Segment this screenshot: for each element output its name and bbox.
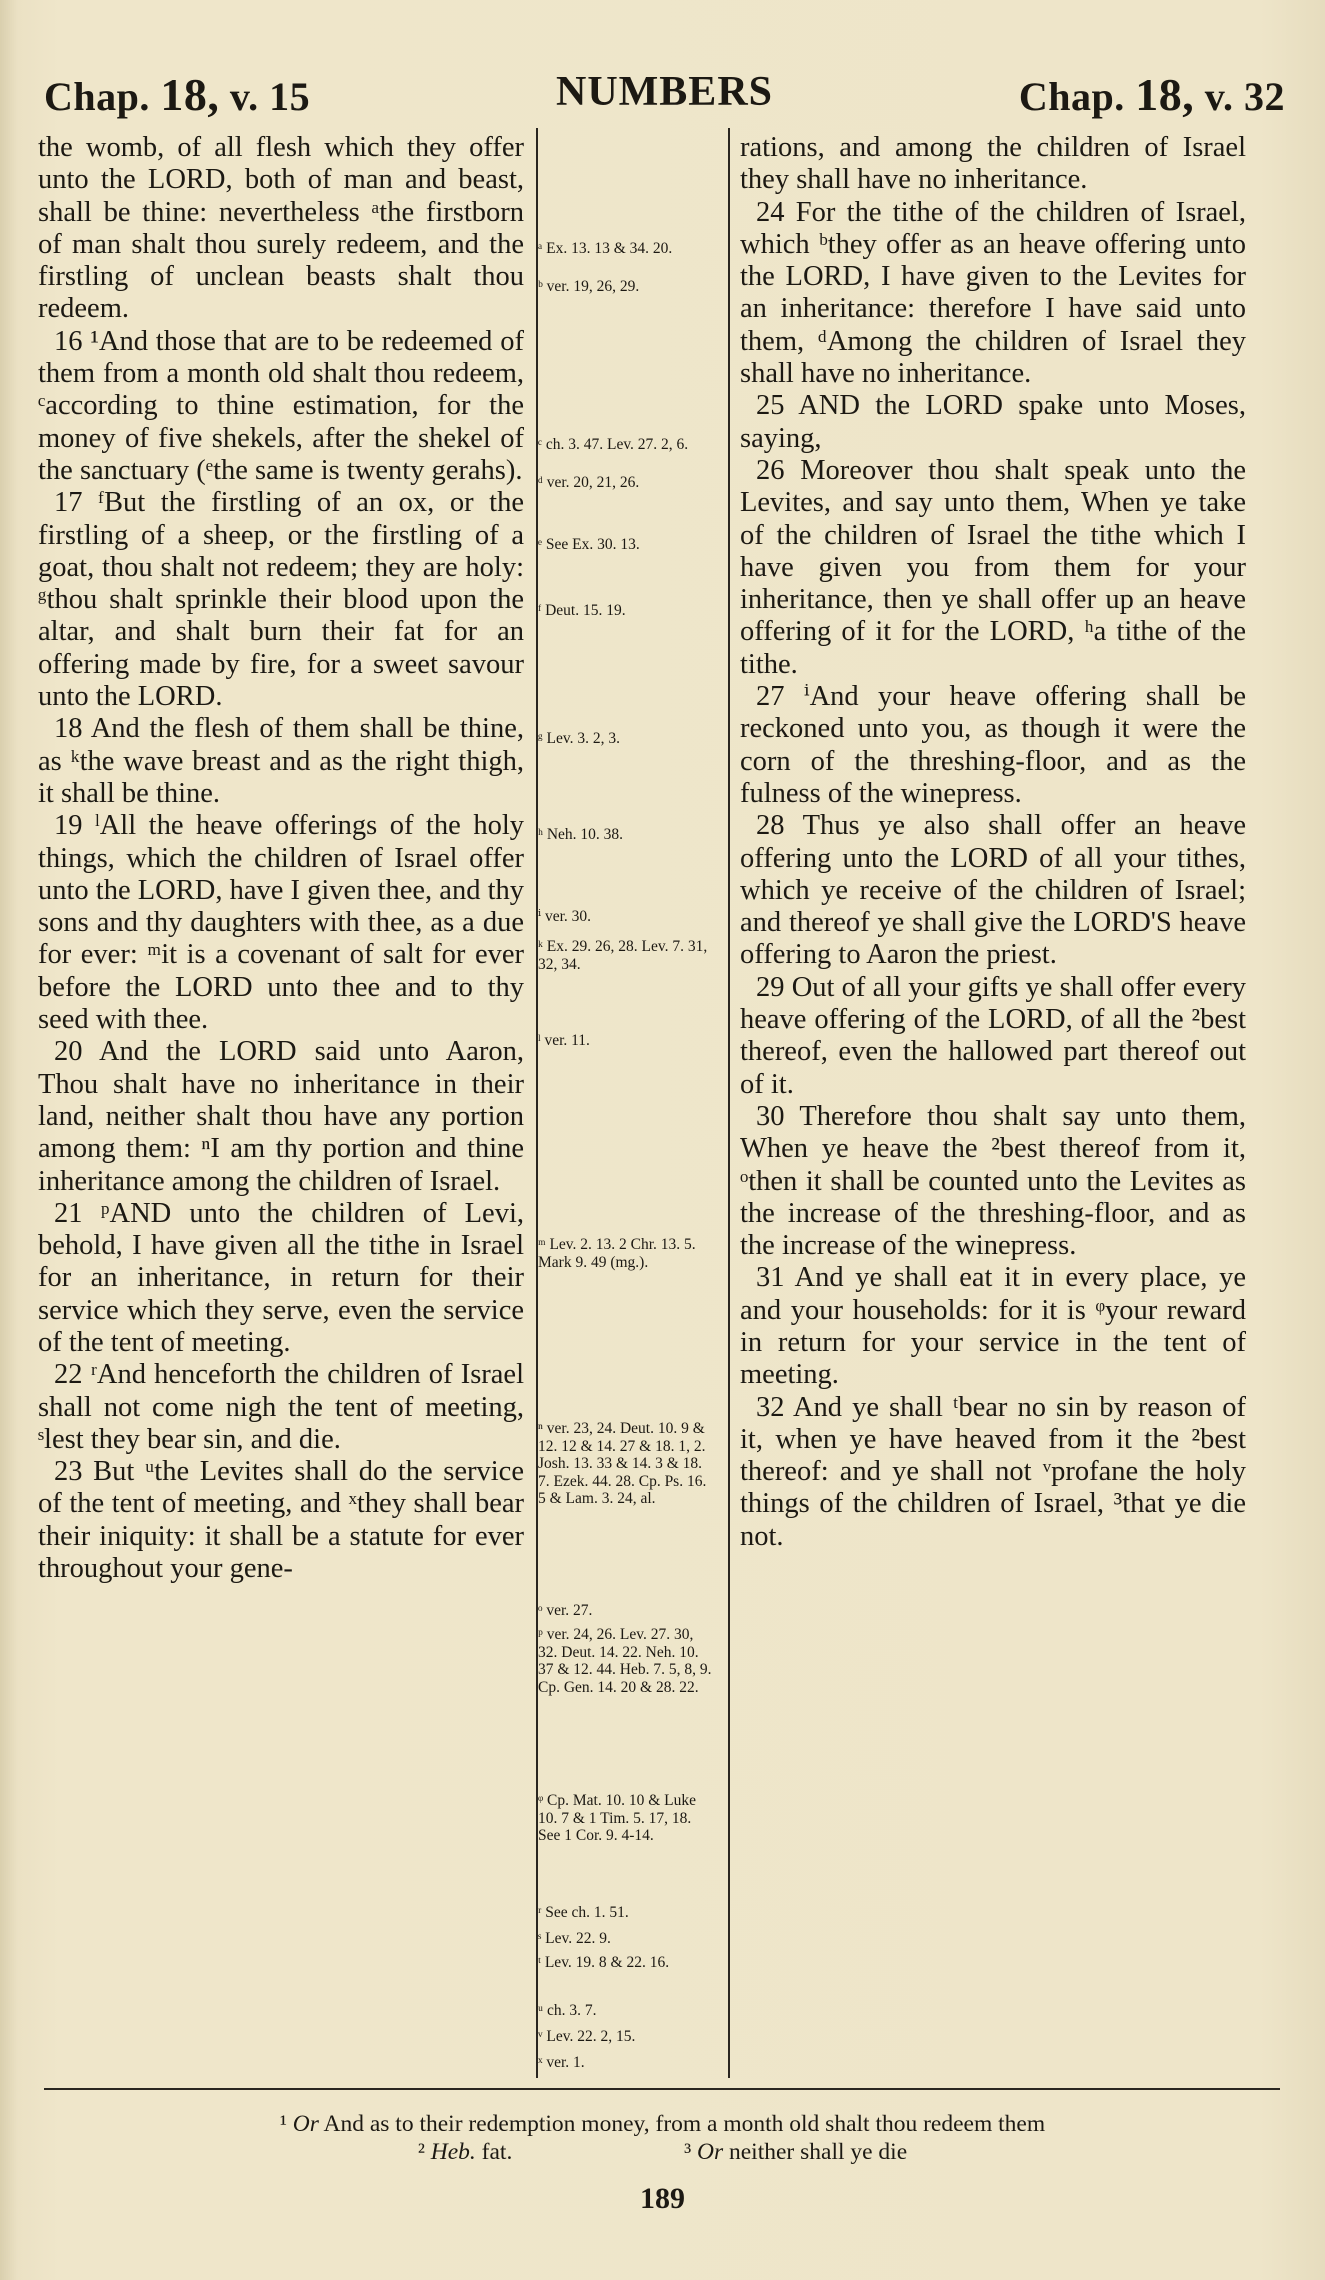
margin-ref: ᵒ ver. 27.	[538, 1602, 593, 1619]
footnote-2-heb: Heb.	[430, 2139, 476, 2165]
footnote-1-or: Or	[292, 2111, 319, 2137]
margin-ref: ᵍ Lev. 3. 2, 3.	[538, 730, 621, 747]
verse-21: 21 ᵖAND unto the children of Levi, behold, I have given all the tithe in Israel for an inheritance, in return for their service which they serve, even the service of the tent of meeting.	[38, 1197, 524, 1358]
verse-16: 16 ¹And those that are to be redeemed of them from a month old shalt thou redeem, ᶜaccording to thine estimation, for the money of five shekels, after the shekel of the sanctuary (ᵉthe same is twenty gerahs).	[38, 325, 524, 486]
footnote-2-text: fat.	[481, 2139, 513, 2165]
verse-22: 22 ʳAnd henceforth the children of Israel shall not come nigh the tent of meeting, ˢlest they bear sin, and die.	[38, 1359, 524, 1455]
verse-23: 23 But ᵘthe Levites shall do the service of the tent of meeting, and ˣthey shall bear their iniquity: it shall be a statute for ever throughout your gene-	[38, 1456, 524, 1585]
footnote-3-text: neither shall ye die	[729, 2139, 908, 2165]
page-number: 189	[640, 2182, 685, 2215]
header-right-verse: v. 32	[1204, 74, 1285, 119]
verse-17: 17 ᶠBut the firstling of an ox, or the firstling of a sheep, or the firstling of a goat, thou shalt not redeem; they are holy: ᵍthou shalt sprinkle their blood upon the altar, and shalt burn their fat for an offering made by fire, for a sweet savour unto the LORD.	[38, 487, 524, 713]
header-right-chapter: 18,	[1135, 69, 1195, 120]
margin-ref: ᵖ ver. 24, 26. Lev. 27. 30, 32. Deut. 14. 22. Neh. 10. 37 & 12. 44. Heb. 7. 5, 8, 9. Cp. Gen. 14. 20 & 28. 22.	[538, 1626, 712, 1696]
verse-32: 32 And ye shall ᵗbear no sin by reason of it, when ye have heaved from it the ²best thereof: and ye shall not ᵛprofane the holy things of the children of Israel, ³that ye die not.	[740, 1391, 1246, 1552]
margin-ref: ᵗ Lev. 19. 8 & 22. 16.	[538, 1954, 670, 1971]
margin-ref: ᵘ ch. 3. 7.	[538, 2002, 597, 2019]
running-header	[44, 58, 1285, 128]
right-text-column	[740, 132, 1246, 1553]
margin-ref: ⁱ ver. 30.	[538, 908, 592, 925]
margin-ref: ˣ ver. 1.	[538, 2054, 585, 2071]
margin-ref: ᵛ Lev. 22. 2, 15.	[538, 2028, 636, 2045]
margin-ref: ᵉ See Ex. 30. 13.	[538, 536, 640, 553]
margin-ref: ᵏ Ex. 29. 26, 28. Lev. 7. 31, 32, 34.	[538, 938, 708, 973]
verse-20: 20 And the LORD said unto Aaron, Thou shalt have no inheritance in their land, neither shalt thou have any portion among them: ⁿI am thy portion and thine inheritance among the children of Israel.	[38, 1036, 524, 1197]
footnote-2-mark: ²	[417, 2139, 425, 2165]
margin-ref: ˡ ver. 11.	[538, 1032, 590, 1049]
verse-26: 26 Moreover thou shalt speak unto the Levites, and say unto them, When ye take of the children of Israel the tithe which I have given you from them for your inheritance, then ye shall offer up an heave offering of it for the LORD, ʰa tithe of the tithe.	[740, 454, 1246, 680]
book-title: NUMBERS	[555, 69, 774, 115]
margin-ref: ᵈ ver. 20, 21, 26.	[538, 474, 640, 491]
verse-24: 24 For the tithe of the children of Israel, which ᵇthey offer as an heave offering unto the LORD, I have given to the Levites for an inheritance: therefore I have said unto them, ᵈAmong the children of Israel they shall have no inheritance.	[740, 196, 1246, 390]
verse-29: 29 Out of all your gifts ye shall offer every heave offering of the LORD, of all the ²best thereof, even the hallowed part thereof out of it.	[740, 971, 1246, 1100]
verse-15-continued: the womb, of all flesh which they offer unto the LORD, both of man and beast, shall be thine: nevertheless ᵃthe firstborn of man shalt thou surely redeem, and the firstling of unclean beasts shalt thou redeem.	[38, 132, 524, 325]
footnote-1	[0, 2110, 1325, 2138]
left-text-column	[38, 132, 524, 1585]
margin-ref: ᵠ Cp. Mat. 10. 10 & Luke 10. 7 & 1 Tim. 5. 17, 18. See 1 Cor. 9. 4-14.	[538, 1792, 697, 1844]
footnote-2-3	[0, 2138, 1325, 2166]
margin-ref: ᶠ Deut. 15. 19.	[538, 602, 626, 619]
footnote-1-text: And as to their redemption money, from a month old shalt thou redeem them	[323, 2111, 1046, 2137]
margin-ref: ᵐ Lev. 2. 13. 2 Chr. 13. 5. Mark 9. 49 (mg.).	[538, 1236, 696, 1271]
verse-27: 27 ⁱAnd your heave offering shall be reckoned unto you, as though it were the corn of the threshing-floor, and as the fulness of the winepress.	[740, 681, 1246, 809]
verse-25: 25 AND the LORD spake unto Moses, saying,	[740, 390, 1246, 454]
margin-ref: ʳ See ch. 1. 51.	[538, 1904, 629, 1921]
verse-19: 19 ˡAll the heave offerings of the holy things, which the children of Israel offer unto the LORD, have I given thee, and thy sons and thy daughters with thee, as a due for ever: ᵐit is a covenant of salt for ever before the LORD unto thee and to thy seed with thee.	[38, 810, 524, 1036]
margin-ref: ᵃ Ex. 13. 13 & 34. 20.	[538, 240, 673, 257]
footnotes	[0, 2110, 1325, 2166]
verse-28: 28 Thus ye also shall offer an heave offering unto the LORD of all your tithes, which ye receive of the children of Israel; and thereof ye shall give the LORD'S heave offering to Aaron the priest.	[740, 810, 1246, 971]
header-right-prefix: Chap.	[1018, 74, 1125, 119]
column-divider-right	[728, 128, 730, 2078]
verse-18: 18 And the flesh of them shall be thine, as ᵏthe wave breast and as the right thigh, it shall be thine.	[38, 713, 524, 809]
margin-ref: ʰ Neh. 10. 38.	[538, 826, 624, 843]
header-left-chapter: 18,	[160, 69, 220, 120]
cross-reference-margin	[538, 132, 714, 2082]
footnote-1-mark: ¹	[279, 2111, 287, 2137]
header-left-prefix: Chap.	[44, 74, 150, 119]
verse-30: 30 Therefore thou shalt say unto them, When ye heave the ²best thereof from it, ᵒthen it shall be counted unto the Levites as the increase of the threshing-floor, and as the increase of the winepress.	[740, 1100, 1246, 1262]
margin-ref: ᵇ ver. 19, 26, 29.	[538, 278, 640, 295]
margin-ref: ˢ Lev. 22. 9.	[538, 1930, 611, 1947]
verse-23-continued: rations, and among the children of Israel they shall have no inheritance.	[740, 132, 1246, 196]
margin-ref: ⁿ ver. 23, 24. Deut. 10. 9 & 12. 12 & 14. 27 & 18. 1, 2. Josh. 13. 33 & 14. 3 & 18. 7. Ezek. 44. 28. Cp. Ps. 16. 5 & Lam. 3. 24, al.	[538, 1420, 707, 1507]
header-right-reference	[1019, 68, 1285, 121]
footnote-3-or: Or	[697, 2139, 724, 2165]
footnote-3-mark: ³	[684, 2139, 692, 2165]
verse-31: 31 And ye shall eat it in every place, ye and your households: for it is ᵠyour reward in return for your service in the tent of meeting.	[740, 1262, 1246, 1391]
header-left-verse: v. 15	[229, 74, 311, 119]
footnote-rule	[44, 2088, 1280, 2090]
margin-ref: ᶜ ch. 3. 47. Lev. 27. 2, 6.	[538, 436, 689, 453]
